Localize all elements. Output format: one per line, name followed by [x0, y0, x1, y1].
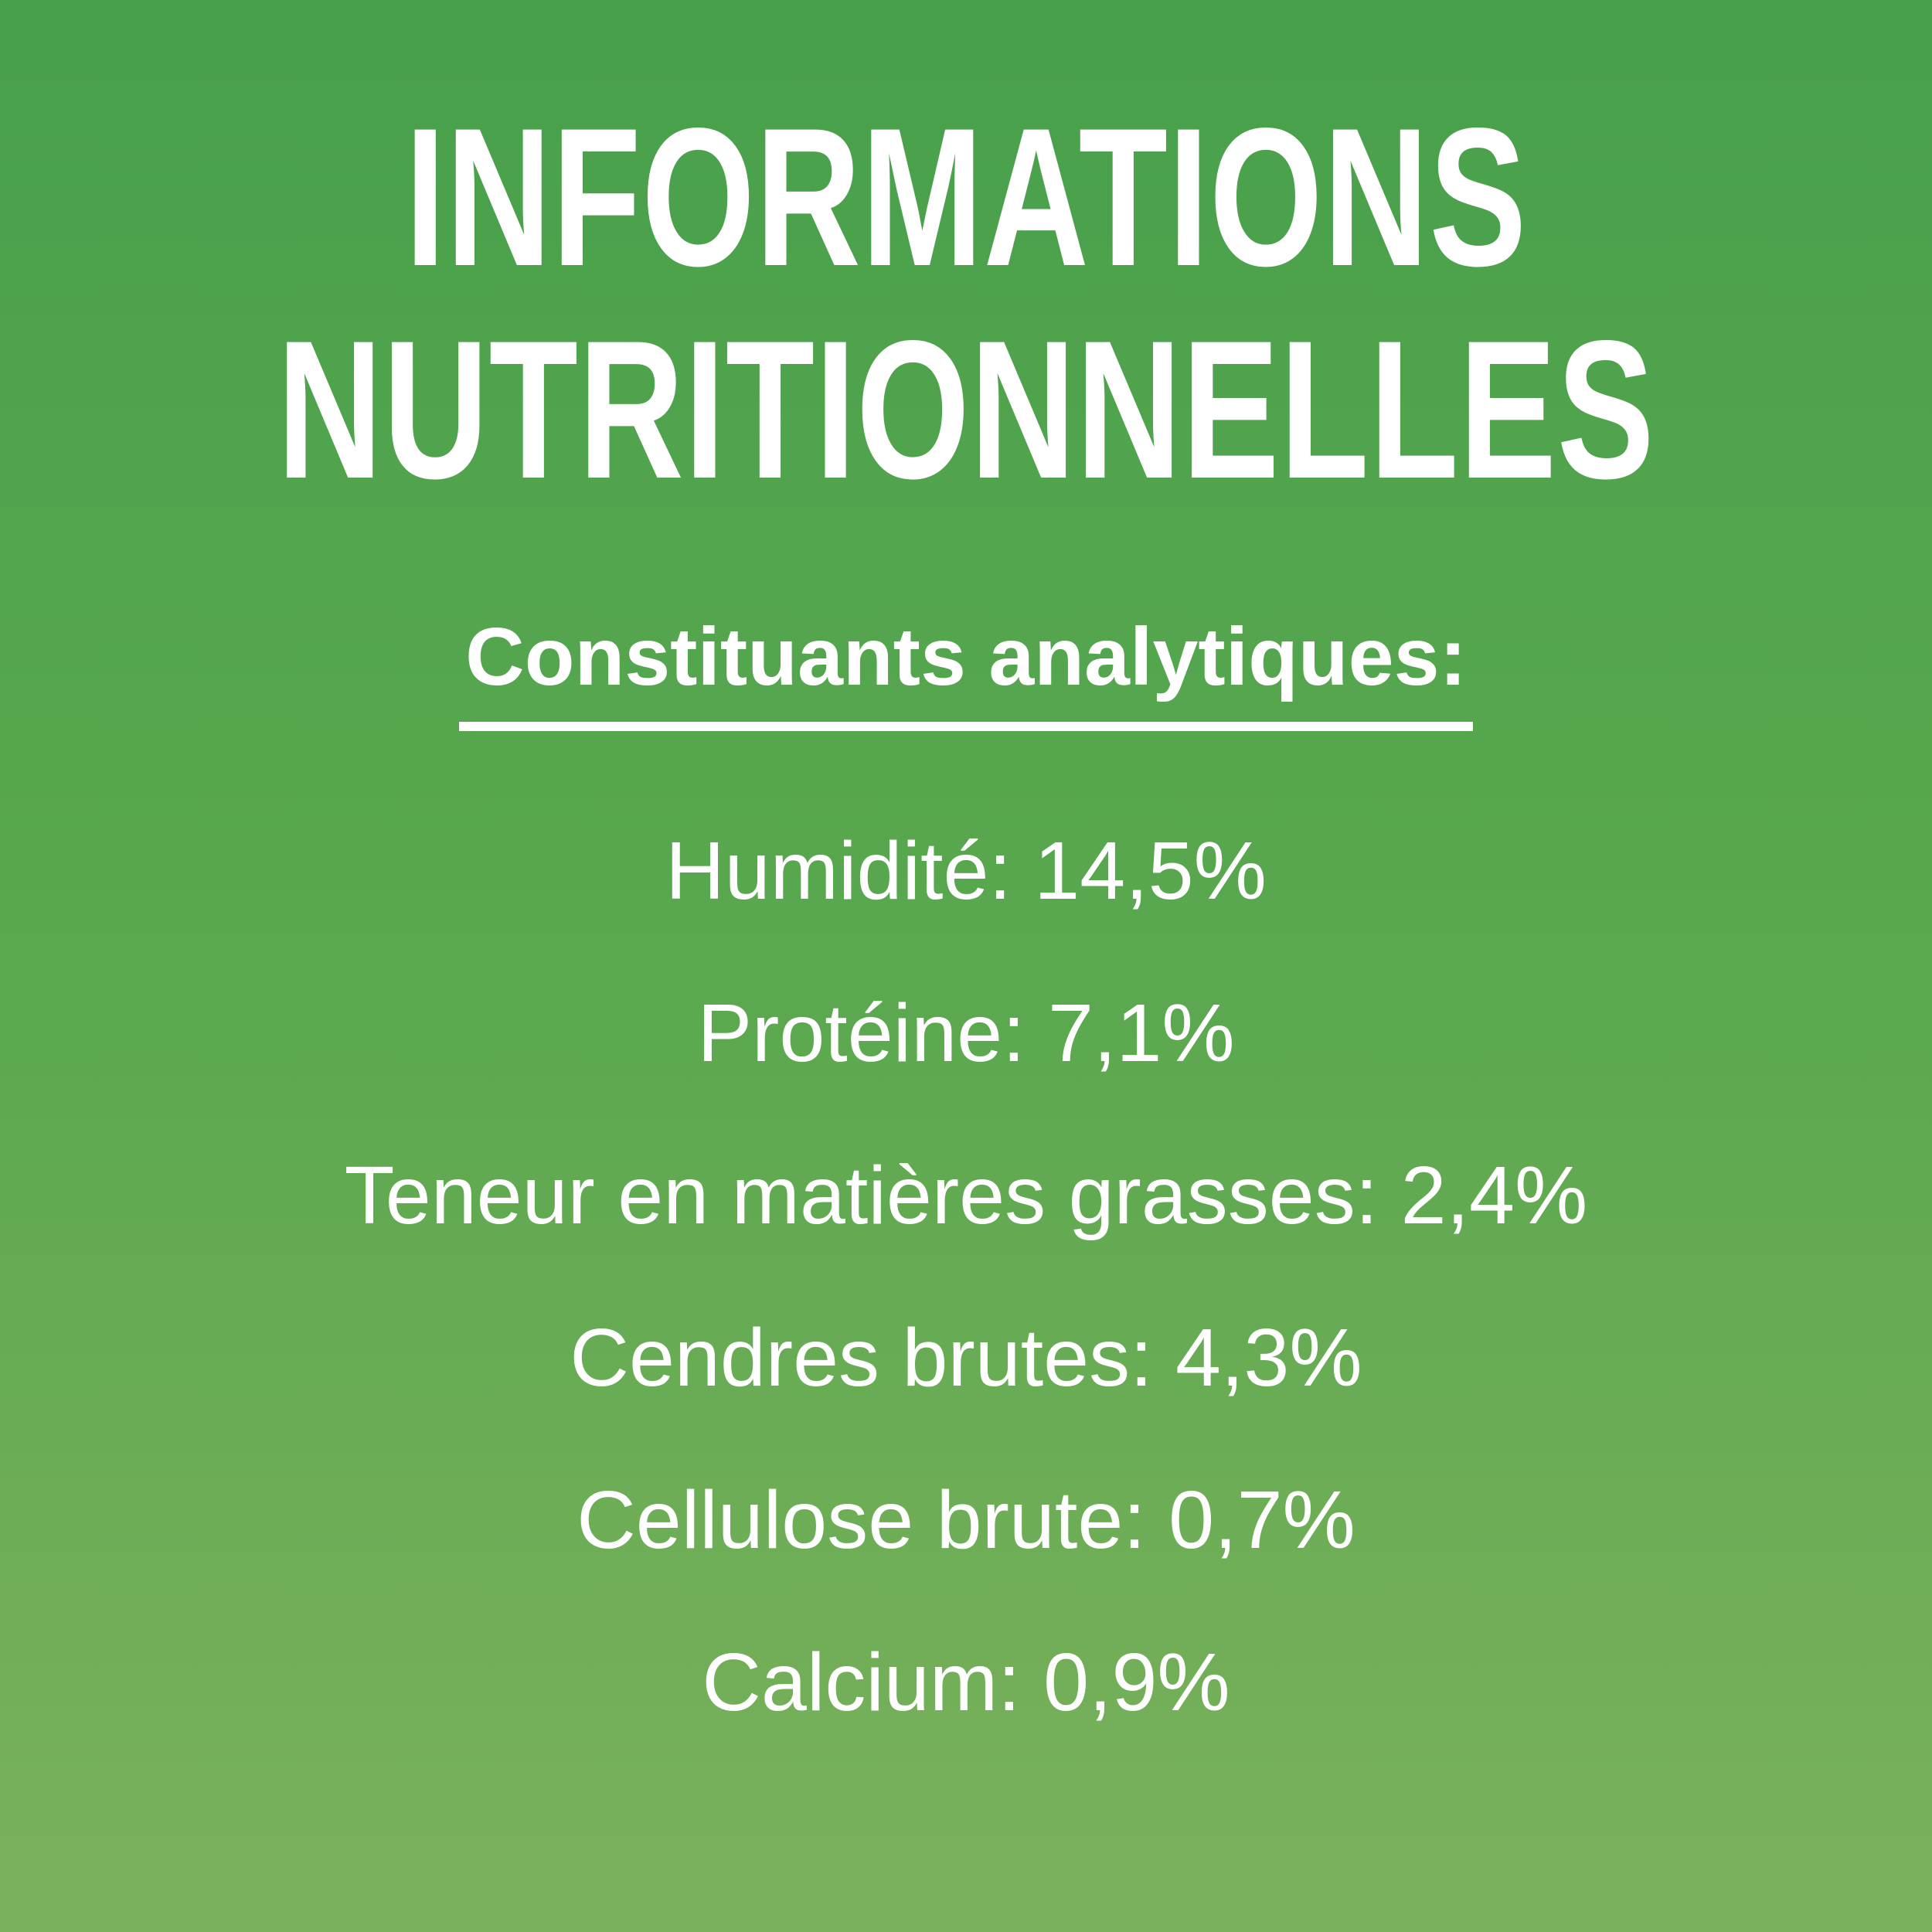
- page-title-line-2: NUTRITIONNELLES: [277, 300, 1655, 520]
- page-title-line-1: INFORMATIONS: [405, 87, 1527, 308]
- nutrition-item-calcium: Calcium: 0,9%: [702, 1637, 1230, 1728]
- nutrition-item-humidity: Humidité: 14,5%: [665, 825, 1267, 917]
- section-heading-analytical-constituents: Constituants analytiques:: [459, 607, 1473, 731]
- nutrition-item-crude-ash: Cendres brutes: 4,3%: [570, 1312, 1362, 1403]
- nutrition-item-crude-fibre: Cellulose brute: 0,7%: [577, 1475, 1355, 1566]
- nutrition-item-fat-content: Teneur en matières grasses: 2,4%: [344, 1150, 1588, 1241]
- section-heading-wrap: [0, 607, 1932, 731]
- page-title: [0, 0, 1932, 520]
- nutrition-item-protein: Protéine: 7,1%: [697, 988, 1235, 1079]
- nutrition-list: [0, 825, 1932, 1728]
